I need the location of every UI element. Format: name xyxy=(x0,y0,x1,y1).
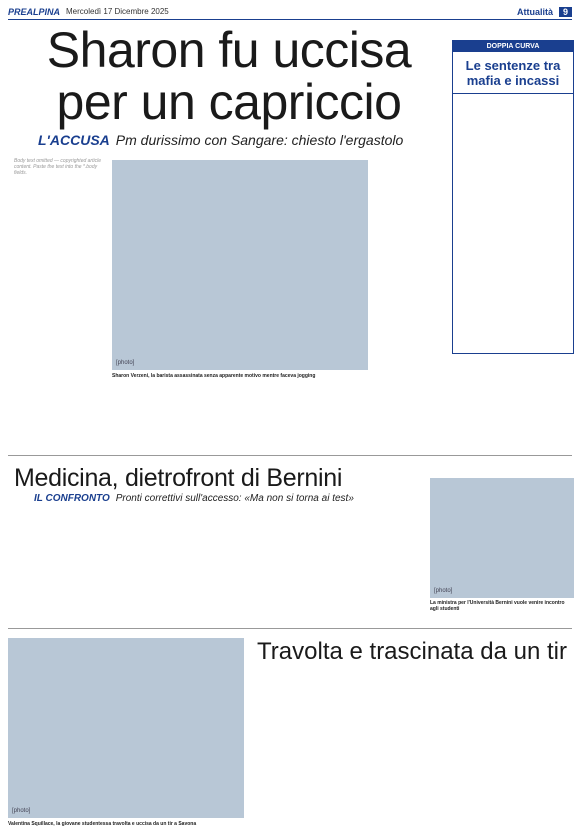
divider xyxy=(8,455,572,456)
sidebar-headline: Le sentenze tra mafia e incassi xyxy=(453,52,573,94)
masthead xyxy=(8,4,572,20)
story3-caption: Valentina Squillace, la giovane studentessa travolta e uccisa da un tir a Savona xyxy=(8,821,197,827)
story2-headline: Medicina, dietrofront di Bernini xyxy=(14,464,343,492)
story2-kicker: IL CONFRONTO xyxy=(34,493,110,504)
story3-photo: [photo] xyxy=(8,638,244,818)
story2-deck: Pronti correttivi sull'accesso: «Ma non si torna ai test» xyxy=(115,493,354,504)
section-name: Attualità xyxy=(516,6,553,17)
story1-headline: Sharon fu uccisa per un capriccio xyxy=(46,22,412,130)
page-number: 9 xyxy=(559,7,572,17)
story1-kicker-row xyxy=(38,132,458,148)
story3-headline: Travolta e trascinata da un tir xyxy=(257,638,567,665)
story1-body: Body text omitted — copyrighted article content. Paste the text into the *.body fields. xyxy=(14,158,101,176)
story2-kicker-row xyxy=(34,493,354,504)
sidebar-box xyxy=(452,40,574,354)
sidebar-tag: DOPPIA CURVA xyxy=(453,41,573,52)
story2-caption: La ministra per l'Università Bernini vuole venire incontro agli studenti xyxy=(430,600,565,612)
issue-date: Mercoledì 17 Dicembre 2025 xyxy=(66,7,169,16)
story1-deck: Pm durissimo con Sangare: chiesto l'ergastolo xyxy=(115,132,404,148)
divider xyxy=(8,628,572,629)
story1-caption: Sharon Verzeni, la barista assassinata senza apparente motivo mentre faceva jogging xyxy=(112,373,316,379)
story1-kicker: L'ACCUSA xyxy=(38,132,110,148)
story1-photo: [photo] xyxy=(112,160,368,370)
newspaper-logo: PREALPINA xyxy=(8,6,61,17)
story2-photo: [photo] xyxy=(430,478,574,598)
